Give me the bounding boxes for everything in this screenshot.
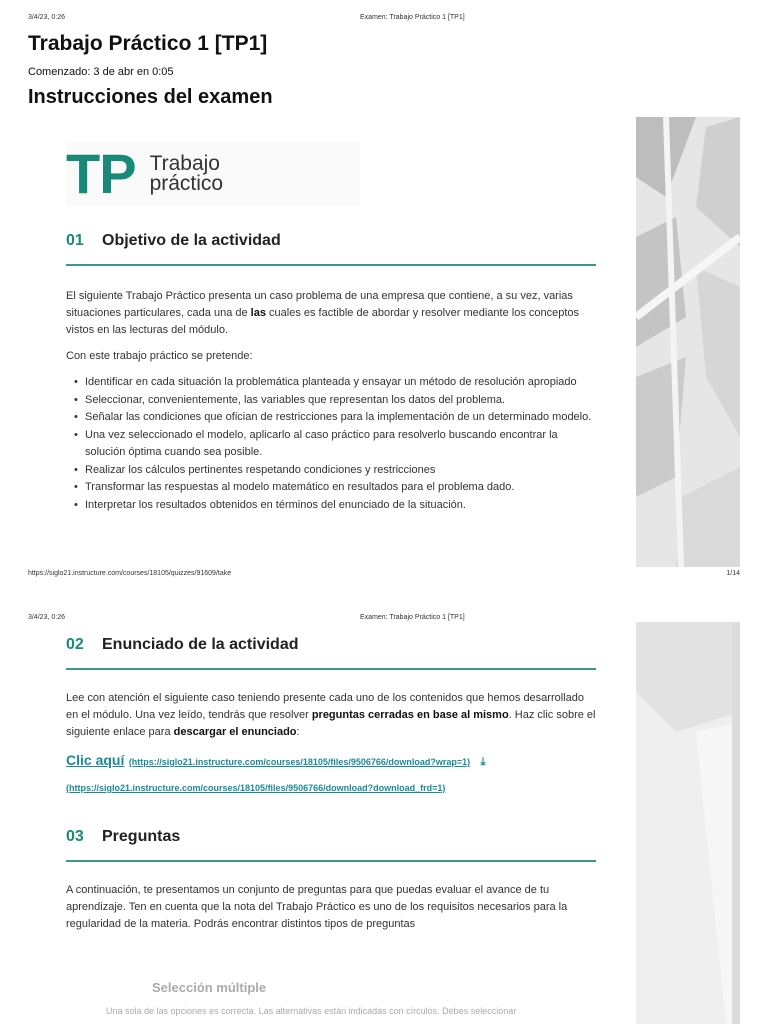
section-number: 01 bbox=[66, 232, 84, 249]
started-timestamp: Comenzado: 3 de abr en 0:05 bbox=[28, 66, 174, 78]
section-number: 03 bbox=[66, 828, 84, 845]
list-item: • Transformar las respuestas al modelo matemático en resultados para el problema dado. bbox=[66, 479, 596, 497]
section-number: 02 bbox=[66, 636, 84, 653]
download-link-row bbox=[66, 752, 626, 770]
instructions-title: Instrucciones del examen bbox=[28, 86, 273, 108]
tp-logo bbox=[66, 142, 360, 206]
quiz-title: Trabajo Práctico 1 [TP1] bbox=[28, 32, 268, 55]
clic-aqui-link[interactable]: Clic aquí bbox=[66, 752, 125, 768]
list-item: • Señalar las condiciones que ofician de restricciones para la implementación de un determinado modelo. bbox=[66, 409, 596, 427]
decorative-side-image bbox=[636, 117, 740, 567]
logo-text bbox=[150, 154, 224, 194]
download-direct-row bbox=[66, 778, 626, 796]
section-enunciado bbox=[66, 636, 596, 670]
print-page-2 bbox=[0, 600, 768, 1024]
section-title: Preguntas bbox=[102, 828, 181, 845]
multiple-choice-text: Una sola de las opciones es correcta. Las alternativas están indicadas con círculos. Debes seleccionar bbox=[106, 1006, 517, 1016]
print-header bbox=[28, 14, 740, 26]
logo-line1: Trabajo bbox=[149, 152, 220, 175]
logo-line2: práctico bbox=[149, 172, 224, 195]
section-objetivo bbox=[66, 232, 596, 266]
list-item: • Identificar en cada situación la problemática planteada y ensayar un método de resolución apropiado bbox=[66, 374, 596, 392]
print-doc-title: Examen: Trabajo Práctico 1 [TP1] bbox=[360, 614, 465, 621]
print-date: 3/4/23, 0:26 bbox=[28, 14, 65, 21]
section-header bbox=[66, 828, 596, 862]
decorative-side-image bbox=[636, 622, 740, 1024]
section-title: Enunciado de la actividad bbox=[102, 636, 299, 653]
logo-mark: TP bbox=[66, 142, 136, 205]
file-wrap-link[interactable]: (https://siglo21.instructure.com/courses/18105/files/9506766/download?wrap=1) bbox=[128, 757, 471, 767]
objective-list bbox=[66, 374, 596, 514]
objective-intro: Con este trabajo práctico se pretende: bbox=[66, 350, 253, 362]
print-date: 3/4/23, 0:26 bbox=[28, 614, 65, 621]
section-title: Objetivo de la actividad bbox=[102, 232, 281, 249]
print-header bbox=[28, 614, 740, 626]
print-doc-title: Examen: Trabajo Práctico 1 [TP1] bbox=[360, 14, 465, 21]
section-header bbox=[66, 636, 596, 670]
multiple-choice-heading: Selección múltiple bbox=[152, 980, 267, 995]
list-item: • Una vez seleccionado el modelo, aplicarlo al caso práctico para resolverlo buscando encontrar la solución óptima cuando sea posible. bbox=[66, 427, 596, 462]
preguntas-paragraph: A continuación, te presentamos un conjunto de preguntas para que puedas evaluar el avance de tu aprendizaje. Ten en cuenta que la nota del Trabajo Práctico es uno de los requisitos necesarios para la regularidad de la materia. Podrás encontrar distintos tipos de preguntas bbox=[66, 884, 568, 930]
list-item: • Seleccionar, convenientemente, las variables que representan los datos del problema. bbox=[66, 392, 596, 410]
print-url: https://siglo21.instructure.com/courses/18105/quizzes/91609/take bbox=[28, 570, 232, 577]
list-item: • Interpretar los resultados obtenidos en términos del enunciado de la situación. bbox=[66, 497, 596, 515]
section-preguntas bbox=[66, 828, 596, 862]
enunciado-paragraph: Lee con atención el siguiente caso teniendo presente cada uno de los contenidos que hemos desarrollado en el módulo. Una vez leído, tendrás que resolver preguntas cerradas en base al mismo. Haz clic sobre el siguiente enlace para descargar el enunciado: bbox=[66, 692, 596, 738]
section-header bbox=[66, 232, 596, 266]
file-download-link[interactable]: (https://siglo21.instructure.com/courses/18105/files/9506766/download?download_frd=1) bbox=[66, 783, 446, 793]
print-page-number: 1/14 bbox=[726, 570, 740, 577]
list-item: • Realizar los cálculos pertinentes respetando condiciones y restricciones bbox=[66, 462, 596, 480]
download-icon[interactable]: ⤓ bbox=[480, 756, 486, 768]
objective-paragraph: El siguiente Trabajo Práctico presenta un caso problema de una empresa que contiene, a su vez, varias situaciones particulares, cada una de las cuales es factible de abordar y resolver mediante los conceptos vistos en las lecturas del módulo. bbox=[66, 290, 580, 336]
